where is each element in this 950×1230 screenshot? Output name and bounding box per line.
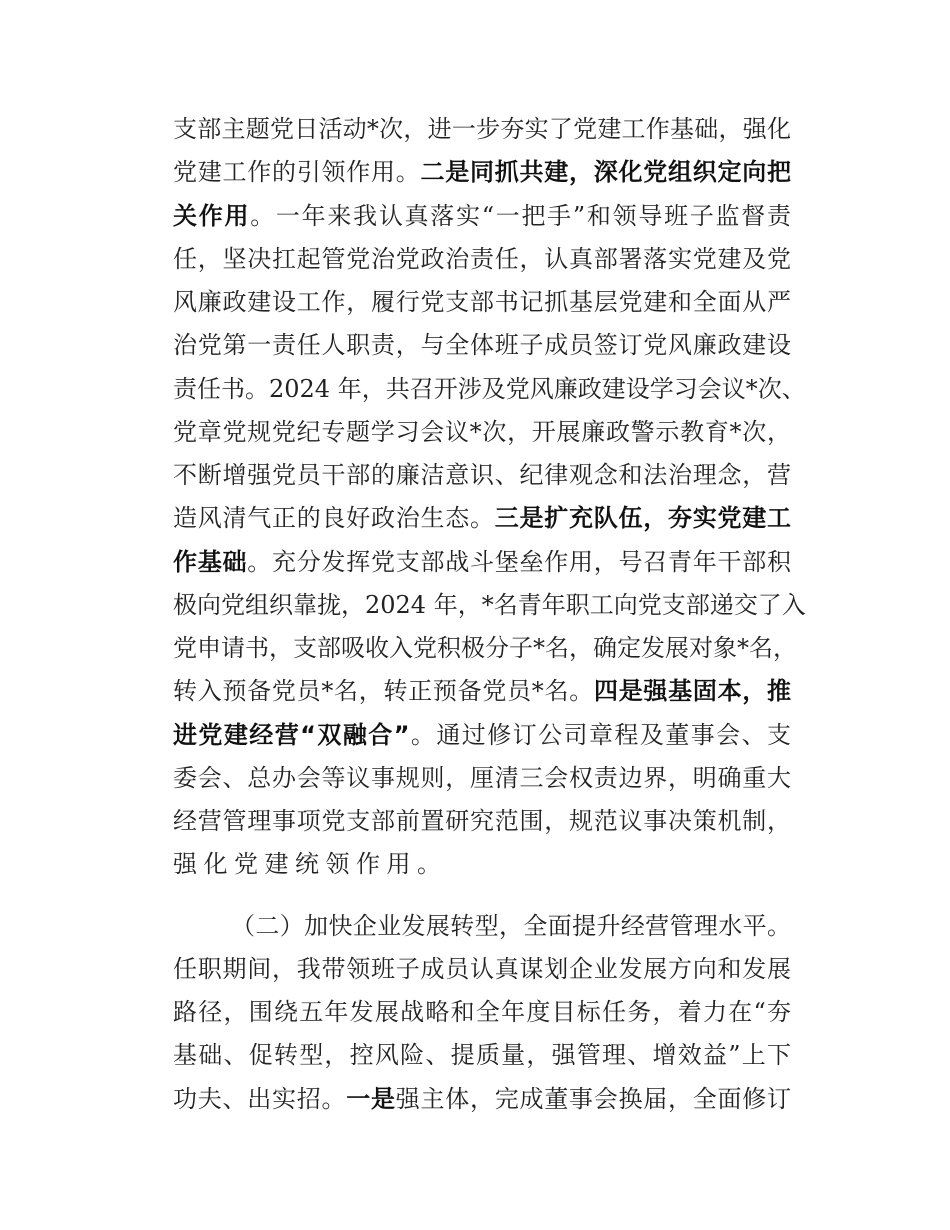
text-line bbox=[173, 1034, 791, 1077]
text-line bbox=[173, 1078, 791, 1121]
bold-heading-text: 三是扩充队伍，夯实党建工 bbox=[494, 504, 791, 533]
bold-heading-text: 作基础 bbox=[173, 547, 248, 576]
text-line bbox=[173, 281, 791, 324]
body-text: 造风清气正的良好政治生态。 bbox=[173, 504, 495, 533]
text-line bbox=[173, 454, 791, 497]
paragraph-gap bbox=[173, 887, 791, 905]
text-line bbox=[173, 948, 791, 991]
body-text: （二）加快企业发展转型，全面提升经营管理水平。 bbox=[231, 911, 791, 940]
text-line bbox=[173, 627, 797, 670]
body-text: 支部主题党日活动*次，进一步夯实了党建工作基础，强化 bbox=[173, 115, 791, 143]
bold-heading-text: 四是强基固本，推 bbox=[593, 677, 792, 706]
bold-heading-text: 关作用 bbox=[173, 201, 251, 230]
body-text: 强化党建统领作用。 bbox=[173, 850, 448, 879]
text-line bbox=[173, 324, 791, 367]
text-line bbox=[173, 541, 791, 584]
text-line bbox=[173, 800, 791, 843]
bold-heading-text: 一是 bbox=[346, 1084, 396, 1113]
body-text: 风廉政建设工作，履行党支部书记抓基层党建和全面从严 bbox=[173, 288, 791, 316]
text-line bbox=[173, 497, 791, 540]
text-line bbox=[173, 151, 791, 194]
text-line bbox=[173, 757, 791, 800]
body-text: 。充分发挥党支部战斗堡垒作用，号召青年干部积 bbox=[247, 547, 791, 576]
text-line bbox=[173, 368, 806, 411]
body-text: 功夫、出实招。 bbox=[173, 1084, 347, 1113]
body-text: 。一年来我认真落实“一把手”和领导班子监督责 bbox=[250, 201, 791, 230]
body-text: 委会、总办会等议事规则，厘清三会权责边界，明确重大 bbox=[173, 763, 791, 792]
body-text: 责任书。2024 年，共召开涉及党风廉政建设学习会议*次、 bbox=[173, 374, 806, 403]
body-text: 任，坚决扛起管党治党政治责任，认真部署落实党建及党 bbox=[173, 244, 791, 273]
document-page bbox=[173, 108, 806, 1121]
text-line bbox=[173, 411, 791, 454]
body-text: 不断增强党员干部的廉洁意识、纪律观念和法治理念，营 bbox=[173, 461, 791, 489]
body-text: 经营管理事项党支部前置研究范围，规范议事决策机制， bbox=[173, 807, 791, 835]
body-text: 党建工作的引领作用。 bbox=[173, 158, 421, 187]
body-text: 强主体，完成董事会换届，全面修订 bbox=[395, 1084, 791, 1113]
text-line bbox=[173, 195, 791, 238]
body-text: 路径，围绕五年发展战略和全年度目标任务，着力在“夯 bbox=[173, 998, 791, 1026]
body-text: 党章党规党纪专题学习会议*次，开展廉政警示教育*次， bbox=[173, 417, 791, 446]
bold-heading-text: 二是同抓共建，深化党组织定向把 bbox=[420, 158, 791, 187]
body-text: 转入预备党员*名，转正预备党员*名。 bbox=[173, 677, 594, 706]
body-text: 基础、促转型，控风险、提质量，强管理、增效益”上下 bbox=[173, 1041, 791, 1070]
text-line bbox=[173, 584, 806, 627]
bold-heading-text: 进党建经营“双融合” bbox=[173, 720, 410, 749]
text-line bbox=[173, 991, 791, 1034]
body-text: 。通过修订公司章程及董事会、支 bbox=[409, 720, 792, 749]
paragraph bbox=[173, 108, 806, 887]
body-text: 极向党组织靠拢，2024 年，*名青年职工向党支部递交了入 bbox=[173, 590, 806, 619]
text-line bbox=[173, 238, 791, 281]
text-line bbox=[173, 905, 791, 948]
text-line bbox=[173, 714, 791, 757]
text-line bbox=[173, 843, 791, 886]
text-line bbox=[173, 670, 791, 713]
text-line bbox=[173, 108, 791, 151]
paragraph bbox=[173, 905, 791, 1121]
body-text: 党申请书，支部吸收入党积极分子*名，确定发展对象*名， bbox=[173, 634, 797, 662]
body-text: 任职期间，我带领班子成员认真谋划企业发展方向和发展 bbox=[173, 954, 791, 983]
body-text: 治党第一责任人职责，与全体班子成员签订党风廉政建设 bbox=[173, 331, 791, 360]
